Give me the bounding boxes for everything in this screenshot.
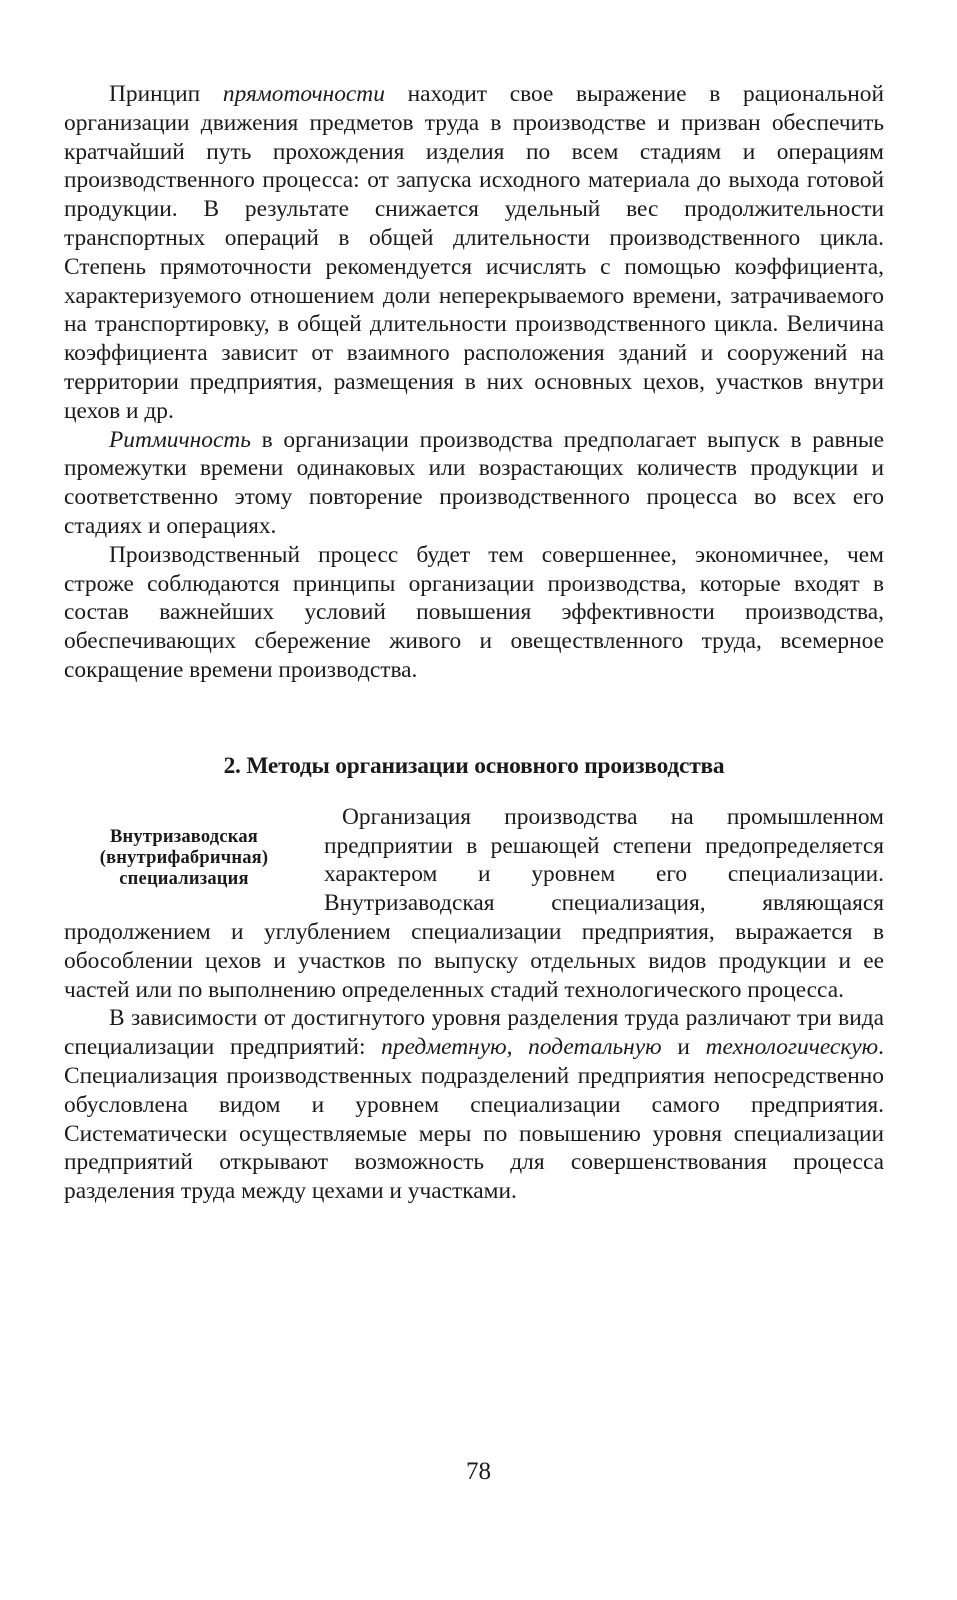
page-number: 78 bbox=[466, 1458, 491, 1485]
emphasis-term: подетальную bbox=[528, 1034, 662, 1061]
paragraph-principle-directness bbox=[64, 80, 884, 426]
sidebar-heading: Внутризаводская (внутрифабричная) специализация bbox=[99, 826, 269, 889]
paragraph-text: . Специализация производственных подразделений предприятия непосредственно обусловлена видом и уровнем специализации самого предприятия. Систематически осуществляемые меры по повышению уровня специализации предприятий открывают возможность для совершенствования процесса разделения труда между цехами и участками. bbox=[64, 1034, 884, 1205]
paragraph-text: в организации производства предполагает выпуск в равные промежутки времени одинаковых или возрастающих количеств продукции и соответственно этому повторение производственного процесса во всех его стадиях и операциях. bbox=[64, 426, 884, 539]
section-body bbox=[64, 803, 884, 1206]
emphasis-term: технологическую bbox=[705, 1034, 879, 1061]
page-content bbox=[64, 80, 884, 1206]
paragraph-rhythmicity bbox=[64, 426, 884, 541]
paragraph-text: находит свое выражение в рациональной организации движения предметов труда в производстве и призван обеспечить кратчайший путь прохождения изделия по всем стадиям и операциям производственного процесса: от запуска исходного материала до выхода готовой продукции. В результате снижается удельный вес продолжительности транспортных операций в общей длительности производственного цикла. Степень прямоточности рекомендуется исчислять с помощью коэффициента, характеризуемого отношением доли неперекрываемого времени, затрачиваемого на транспортировку, в общей длительности производственного цикла. Величина коэффициента зависит от взаимного расположения зданий и сооружений на территории предприятия, размещения в них основных цехов, участков внутри цехов и др. bbox=[64, 81, 885, 424]
paragraph-text: и bbox=[661, 1034, 706, 1061]
emphasis-term: Ритмичность bbox=[109, 426, 251, 453]
paragraph-specialization-types bbox=[64, 1004, 884, 1206]
paragraph-text: Производственный процесс будет тем совершеннее, экономичнее, чем строже соблюдаются принципы организации производства, которые входят в состав важнейших условий повышения эффективности производства, обеспечивающих сбережение живого и овеществленного труда, всемерное сокращение времени производства. bbox=[64, 541, 884, 683]
paragraph-text: Принцип bbox=[109, 81, 223, 107]
emphasis-term: прямоточности bbox=[222, 81, 385, 107]
emphasis-term: предметную bbox=[381, 1034, 507, 1061]
paragraph-text: , bbox=[506, 1034, 529, 1061]
paragraph-text: В зависимости от достигнутого уровня разделения труда различают три вида специализации предприятий: bbox=[64, 1005, 884, 1061]
section-heading: 2. Методы организации основного производства bbox=[223, 752, 725, 779]
paragraph-specialization: Организация производства на промышленном предприятии в решающей степени предопределяется характером и уровнем его специализации. Внутризаводская специализация, являющаяся продолжением и углублением специализации предприятия, выражается в обособлении цехов и участков по выпуску отдельных видов продукции и ее частей или по выполнению определенных стадий технологического процесса. bbox=[64, 803, 884, 1003]
paragraph-production-process bbox=[64, 541, 884, 685]
